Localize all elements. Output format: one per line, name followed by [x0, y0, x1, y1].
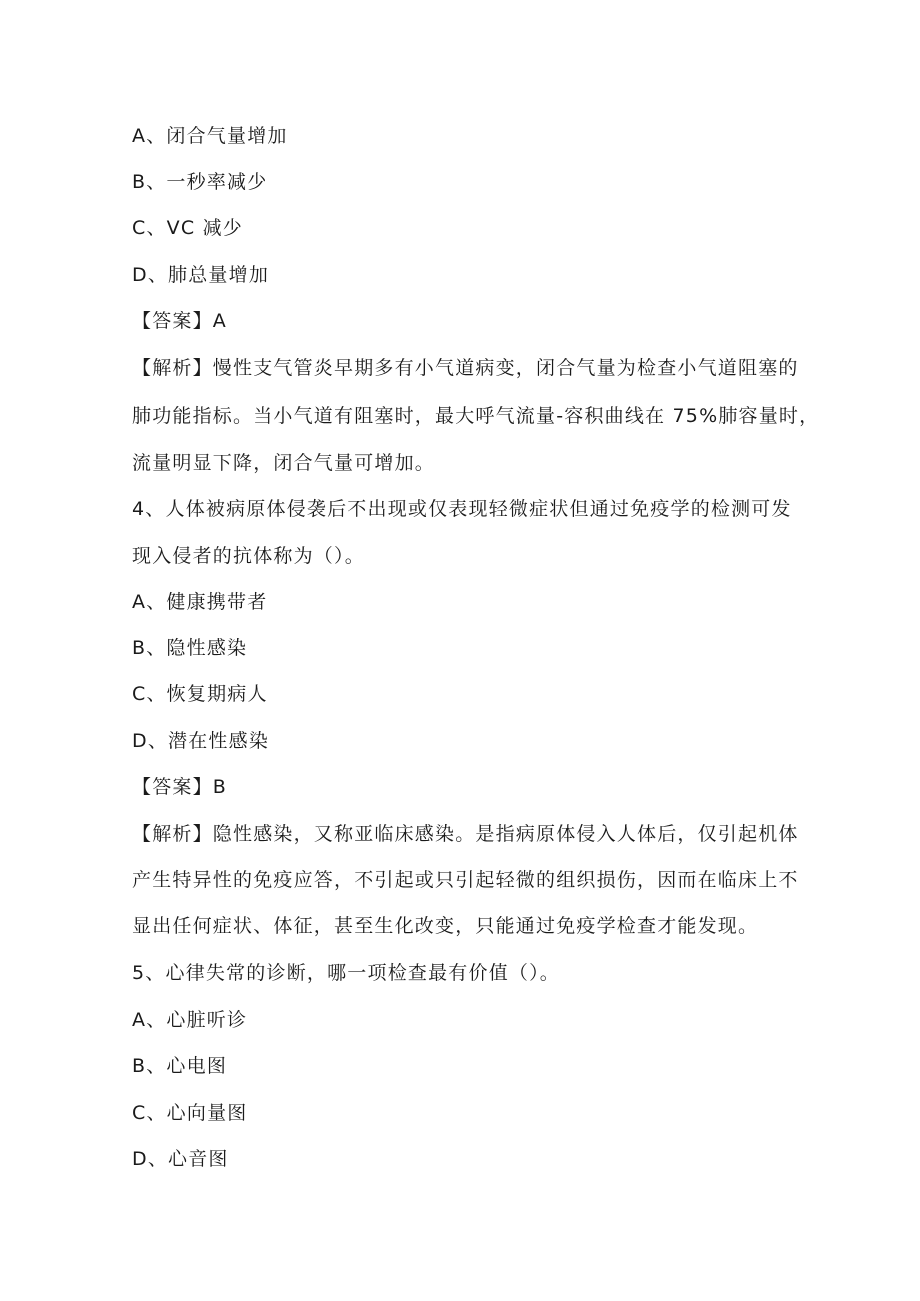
- q3-option-b: B、一秒率减少: [132, 171, 268, 193]
- q4-stem-line-1: 4、人体被病原体侵袭后不出现或仅表现轻微症状但通过免疫学的检测可发: [132, 498, 792, 520]
- q4-analysis-line-1: 【解析】隐性感染，又称亚临床感染。是指病原体侵入人体后，仅引起机体: [132, 823, 799, 845]
- q4-option-b: B、隐性感染: [132, 637, 248, 659]
- q5-option-a: A、心脏听诊: [132, 1009, 248, 1031]
- q3-option-d: D、肺总量增加: [132, 264, 270, 286]
- q4-analysis-line-2: 产生特异性的免疫应答，不引起或只引起轻微的组织损伤，因而在临床上不: [132, 869, 799, 891]
- q5-stem-line-1: 5、心律失常的诊断，哪一项检查最有价值（）。: [132, 962, 560, 984]
- q4-option-d: D、潜在性感染: [132, 730, 270, 752]
- q4-option-c: C、恢复期病人: [132, 683, 268, 705]
- q3-analysis-line-2: 肺功能指标。当小气道有阻塞时，最大呼气流量-容积曲线在 75%肺容量时，: [132, 405, 820, 427]
- q4-stem-line-2: 现入侵者的抗体称为（）。: [132, 545, 365, 567]
- q3-analysis-line-3: 流量明显下降，闭合气量可增加。: [132, 452, 436, 474]
- q5-option-b: B、心电图: [132, 1055, 228, 1077]
- q3-analysis-line-1: 【解析】慢性支气管炎早期多有小气道病变，闭合气量为检查小气道阻塞的: [132, 357, 799, 379]
- q5-option-d: D、心音图: [132, 1148, 229, 1170]
- q4-answer: 【答案】B: [132, 776, 228, 798]
- q4-analysis-line-3: 显出任何症状、体征，甚至生化改变，只能通过免疫学检查才能发现。: [132, 915, 759, 937]
- q5-option-c: C、心向量图: [132, 1102, 248, 1124]
- q3-answer: 【答案】A: [132, 310, 227, 332]
- q4-option-a: A、健康携带者: [132, 591, 268, 613]
- q3-option-a: A、闭合气量增加: [132, 125, 288, 147]
- q3-option-c: C、VC 减少: [132, 217, 243, 239]
